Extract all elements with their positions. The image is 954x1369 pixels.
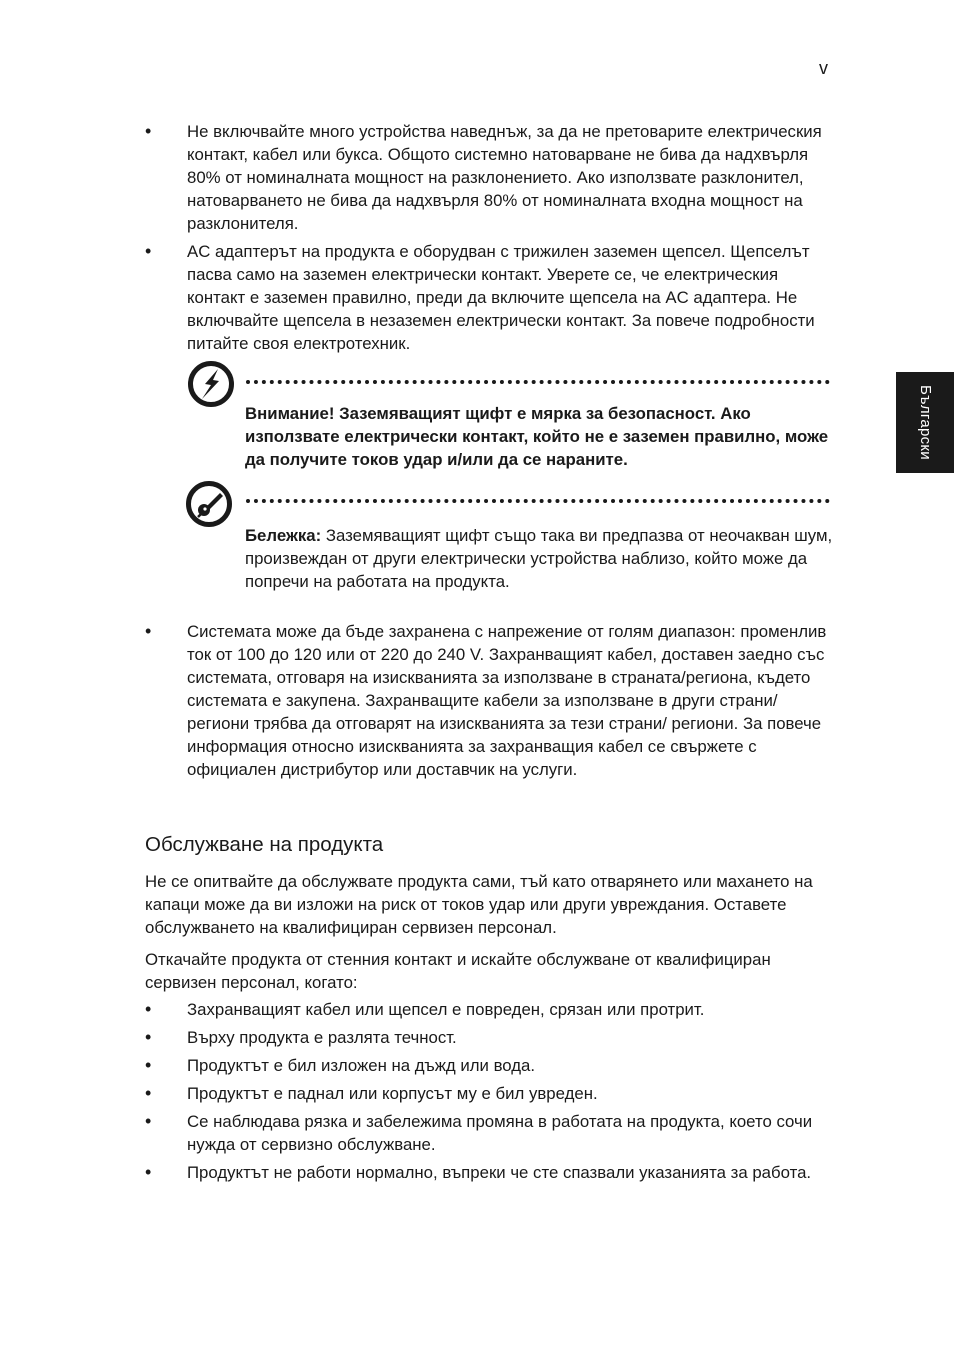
note-text (245, 524, 835, 593)
service-conditions-list (145, 998, 835, 1184)
power-bullet-list (145, 620, 835, 781)
list-item: • Системата може да бъде захранена с напрежение от голям диапазон: променлив ток от 100 до 120 или от 220 до 240 V. Захранващият кабел, доставен заедно със системата, отговаря на изискванията за използване в страната/региона, където системата е закупена. Захранващите кабели за използване в други страни/региони трябва да отговарят на изискванията за тези страни/ региони. За повече информация относно изискванията за захранващия кабел се свържете с официален дистрибутор или доставчик на услуги. (145, 620, 835, 781)
list-item: • Се наблюдава рязка и забележима промяна в работата на продукта, което сочи нужда от сервизно обслужване. (145, 1110, 835, 1156)
list-item: • Захранващият кабел или щепсел е повреден, срязан или протрит. (145, 998, 835, 1021)
note-divider (246, 499, 830, 503)
safety-bullet-list (145, 120, 835, 355)
language-tab-label: Български (916, 385, 934, 460)
page-number: v (819, 58, 828, 78)
language-tab (896, 372, 954, 473)
warning-divider (246, 380, 830, 384)
list-item: • Продуктът е бил изложен на дъжд или вода. (145, 1054, 835, 1077)
list-item: • Върху продукта е разлята течност. (145, 1026, 835, 1049)
note-label: Бележка: (245, 526, 322, 545)
lightning-icon (187, 360, 235, 408)
service-paragraph-1: Не се опитвайте да обслужвате продукта сами, тъй като отварянето или махането на капаци може да ви изложи на риск от токов удар или други увреждания. Оставете обслужването на квалифициран сервизен персонал. (145, 872, 813, 937)
list-item: • Не включвайте много устройства наведнъж, за да не претоварите електрическия контакт, кабел или букса. Общото системно натоварване не бива да надхвърля 80% от номиналната мощност на разклонението. Ако използвате разклонител, натоварването не бива да надхвърля 80% от номиналната входна мощност на разклонителя. (145, 120, 835, 235)
note-body: Заземяващият щифт също така ви предпазва от неочакван шум, произвеждан от други електрически устройства наблизо, който може да попречи на работата на продукта. (245, 526, 833, 591)
warning-text: Внимание! Заземяващият щифт е мярка за безопасност. Ако използвате електрически контакт, който не е заземен правилно, може да получите токов удар и/или да се нараните. (245, 404, 829, 469)
list-item: • Продуктът не работи нормално, въпреки че сте спазвали указанията за работа. (145, 1161, 835, 1184)
service-paragraph-2: Откачайте продукта от стенния контакт и искайте обслужване от квалифициран сервизен персонал, когато: (145, 950, 771, 992)
list-item: • AC адаптерът на продукта е оборудван с трижилен заземен щепсел. Щепселът пасва само на заземен електрически контакт. Уверете се, че електрическия контакт е заземен правилно, преди да включите щепсела на AC адаптера. Не включвайте щепсела в незаземен електрически контакт. За повече подробности питайте своя електротехник. (145, 240, 835, 355)
section-heading: Обслужване на продукта (145, 833, 384, 856)
pen-note-icon (185, 480, 233, 528)
list-item: • Продуктът е паднал или корпусът му е бил увреден. (145, 1082, 835, 1105)
